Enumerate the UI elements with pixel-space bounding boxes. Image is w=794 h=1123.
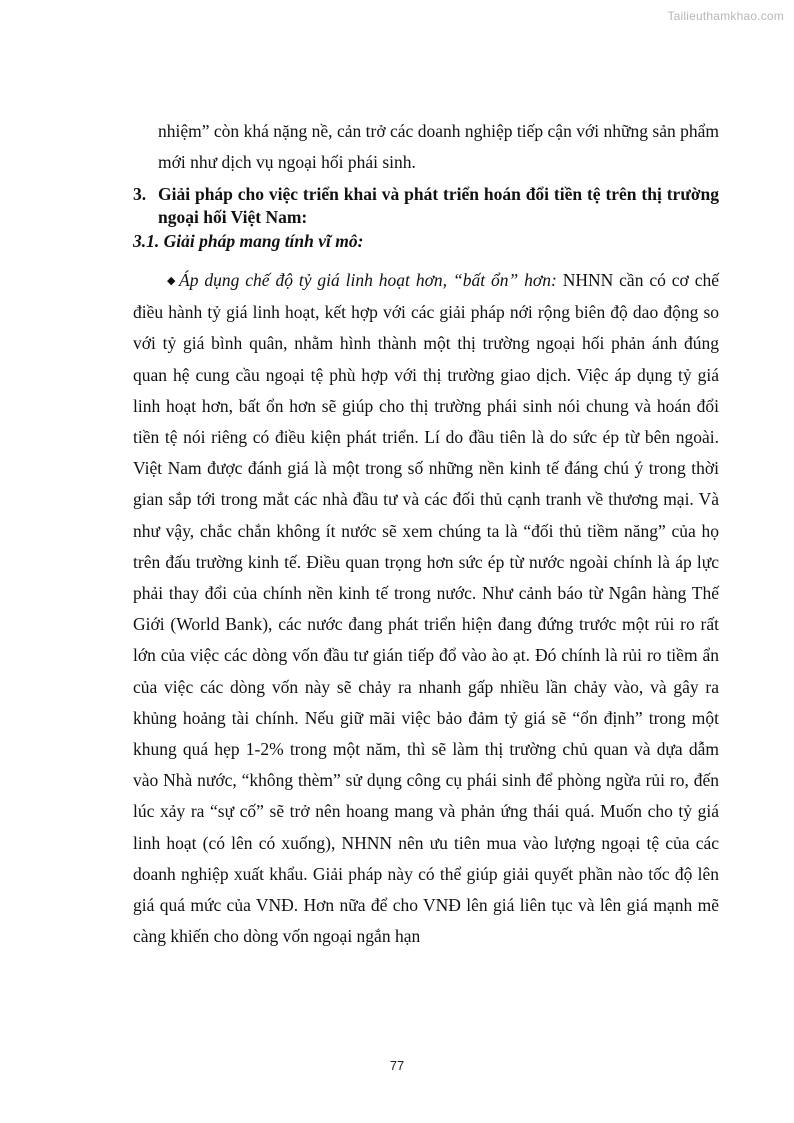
section-title: Giải pháp cho việc triển khai và phát triển hoán đổi tiền tệ trên thị trường ngoại hối Việt Nam: (158, 184, 719, 227)
intro-paragraph: nhiệm” còn khá nặng nề, cản trở các doanh nghiệp tiếp cận với những sản phẩm mới như dịch vụ ngoại hối phái sinh. (158, 121, 719, 172)
subsection-heading: 3.1. Giải pháp mang tính vĩ mô: (133, 231, 364, 251)
page-content (133, 116, 719, 952)
diamond-bullet-icon: ◆ (167, 275, 177, 287)
paragraph-lead: Áp dụng chế độ tỷ giá linh hoạt hơn, “bất ổn” hơn: (179, 270, 557, 290)
section-number: 3. (133, 184, 147, 204)
page-number: 77 (389, 1058, 405, 1073)
section-heading (133, 183, 719, 229)
body-paragraph (133, 265, 719, 952)
watermark: Tailieuthamkhao.com (667, 9, 784, 23)
paragraph-text: NHNN cần có cơ chế điều hành tỷ giá linh hoạt, kết hợp với các giải pháp nới rộng biên độ dao động so với tỷ giá bình quân, nhằm hình thành một thị trường ngoại hối phản ánh đúng quan hệ cung cầu ngoại tệ phù hợp với thị trường giao dịch. Việc áp dụng tỷ giá linh hoạt hơn, bất ổn hơn sẽ giúp cho thị trường phái sinh nói chung và hoán đổi tiền tệ nói riêng có điều kiện phát triển. Lí do đầu tiên là do sức ép từ bên ngoài. Việt Nam được đánh giá là một trong số những nền kinh tế đáng chú ý trong thời gian sắp tới trong mắt các nhà đầu tư và các đối thủ cạnh tranh về thương mại. Và như vậy, chắc chắn không ít nước sẽ xem chúng ta là “đối thủ tiềm năng” của họ trên đấu trường kinh tế. Điều quan trọng hơn sức ép từ nước ngoài chính là áp lực phải thay đổi của chính nền kinh tế trong nước. Như cảnh báo từ Ngân hàng Thế Giới (World Bank), các nước đang phát triển hiện đang đứng trước một rủi ro rất lớn của việc các dòng vốn đầu tư gián tiếp đổ vào ào ạt. Đó chính là rủi ro tiềm ẩn của việc các dòng vốn này sẽ chảy ra nhanh gấp nhiều lần chảy vào, và gây ra khủng hoảng tài chính. Nếu giữ mãi việc bảo đảm tỷ giá sẽ “ổn định” trong một khung quá hẹp 1-2% trong một năm, thì sẽ làm thị trường chủ quan và dựa dẫm vào Nhà nước, “không thèm” sử dụng công cụ phái sinh để phòng ngừa rủi ro, đến lúc xảy ra “sự cố” sẽ trở nên hoang mang và phản ứng thái quá. Muốn cho tỷ giá linh hoạt (có lên có xuống), NHNN nên ưu tiên mua vào lượng ngoại tệ của các doanh nghiệp xuất khẩu. Giải pháp này có thể giúp giải quyết phần nào tốc độ lên giá quá mức của VNĐ. Hơn nữa để cho VNĐ lên giá liên tục và lên giá mạnh mẽ càng khiến cho dòng vốn ngoại ngắn hạn (133, 270, 719, 947)
